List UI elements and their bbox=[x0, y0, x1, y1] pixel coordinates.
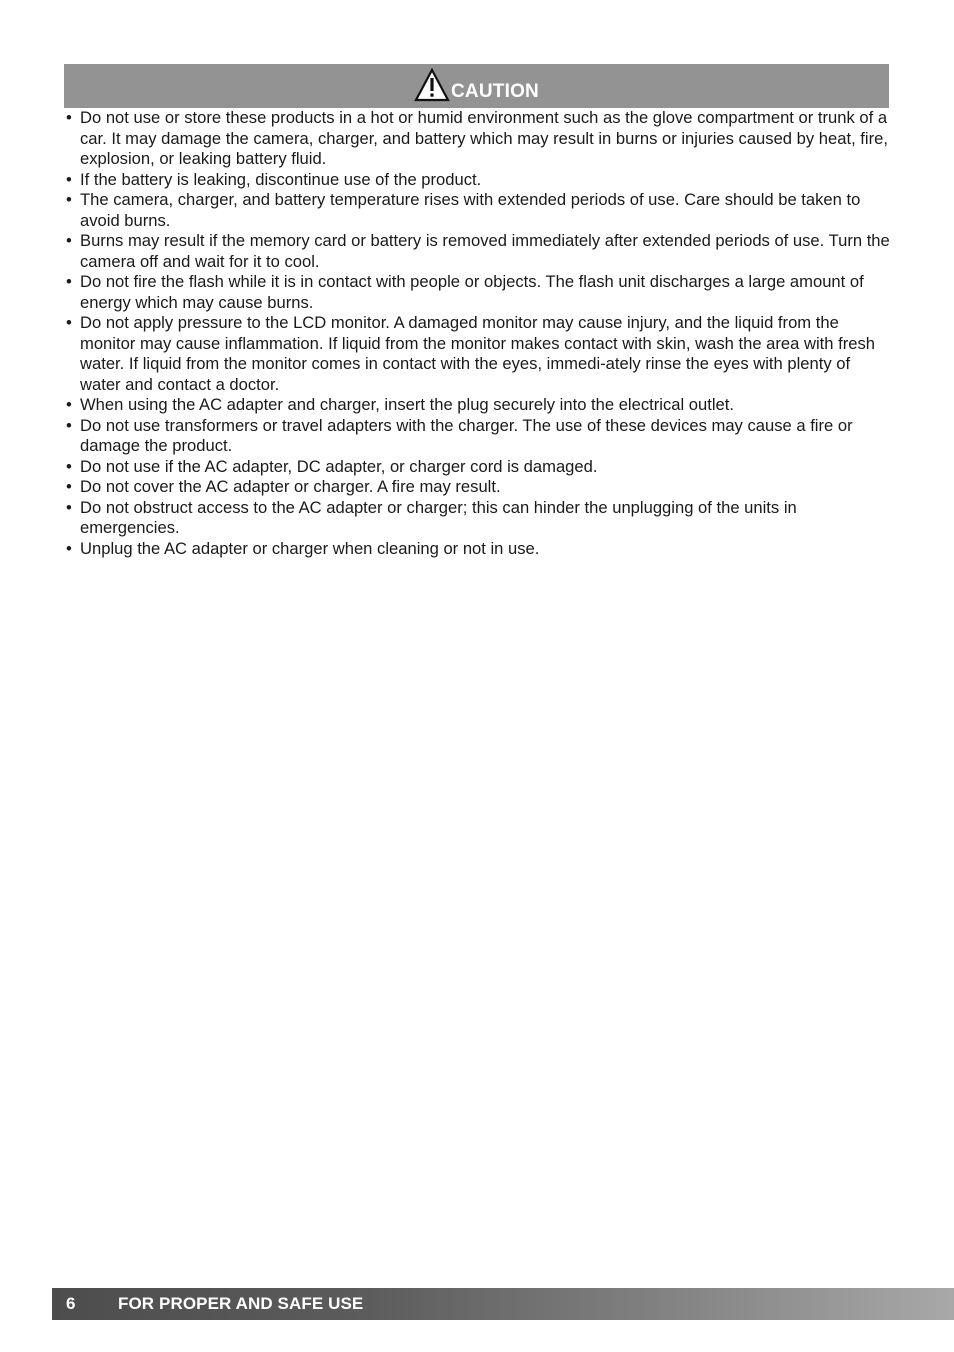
list-item bbox=[65, 231, 891, 272]
bullet: • bbox=[66, 477, 72, 496]
list-item-text: Do not cover the AC adapter or charger. A fire may result. bbox=[80, 477, 501, 496]
bullet: • bbox=[66, 456, 72, 476]
list-item-text: Do not apply pressure to the LCD monitor. A damaged monitor may cause injury, and the liquid from the monitor may cause inflammation. If liquid from the monitor makes contact with skin, wash the area with fresh water. If liquid from the monitor comes in contact with the eyes, immedi-ately rinse the eyes with plenty of water and contact a doctor. bbox=[80, 313, 875, 394]
list-item-text: Unplug the AC adapter or charger when cleaning or not in use. bbox=[80, 538, 540, 558]
list-item-text: Do not obstruct access to the AC adapter or charger; this can hinder the unplugging of the units in emergencies. bbox=[80, 497, 797, 537]
caution-list bbox=[65, 108, 891, 559]
warning-triangle-icon bbox=[414, 68, 450, 102]
list-item-text: Do not use or store these products in a hot or humid environment such as the glove compartment or trunk of a car. It may damage the camera, charger, and battery which may result in burns or injuries caused by heat, fire, explosion, or leaking battery fluid. bbox=[80, 108, 888, 168]
list-item bbox=[65, 190, 891, 231]
caution-title: CAUTION bbox=[451, 81, 539, 102]
page-number: 6 bbox=[66, 1294, 76, 1313]
list-item bbox=[65, 457, 891, 478]
bullet: • bbox=[66, 538, 72, 558]
bullet: • bbox=[66, 190, 72, 209]
bullet: • bbox=[66, 272, 72, 291]
list-item-text: Do not use if the AC adapter, DC adapter, or charger cord is damaged. bbox=[80, 456, 598, 476]
list-item-text: The camera, charger, and battery temperature rises with extended periods of use. Care should be taken to avoid burns. bbox=[80, 190, 861, 230]
list-item bbox=[65, 313, 891, 395]
list-item-text: Do not fire the flash while it is in contact with people or objects. The flash unit discharges a large amount of energy which may cause burns. bbox=[80, 272, 864, 312]
caution-header bbox=[64, 64, 889, 108]
section-title: FOR PROPER AND SAFE USE bbox=[118, 1294, 364, 1313]
list-item bbox=[65, 539, 891, 560]
bullet: • bbox=[66, 395, 72, 414]
bullet: • bbox=[66, 415, 72, 435]
list-item bbox=[65, 272, 891, 313]
list-item-text: When using the AC adapter and charger, insert the plug securely into the electrical outlet. bbox=[80, 395, 734, 414]
list-item-text: Do not use transformers or travel adapters with the charger. The use of these devices may cause a fire or damage the product. bbox=[80, 415, 853, 455]
list-item bbox=[65, 108, 891, 170]
bullet: • bbox=[66, 497, 72, 517]
list-item bbox=[65, 170, 891, 191]
list-item bbox=[65, 395, 891, 416]
bullet: • bbox=[66, 108, 72, 127]
list-item bbox=[65, 498, 891, 539]
bullet: • bbox=[66, 313, 72, 332]
list-item-text: Burns may result if the memory card or battery is removed immediately after extended periods of use. Turn the camera off and wait for it to cool. bbox=[80, 231, 890, 271]
list-item bbox=[65, 477, 891, 498]
bullet: • bbox=[66, 169, 72, 189]
bullet: • bbox=[66, 231, 72, 250]
list-item bbox=[65, 416, 891, 457]
page-footer bbox=[52, 1288, 954, 1320]
list-item-text: If the battery is leaking, discontinue use of the product. bbox=[80, 169, 482, 189]
